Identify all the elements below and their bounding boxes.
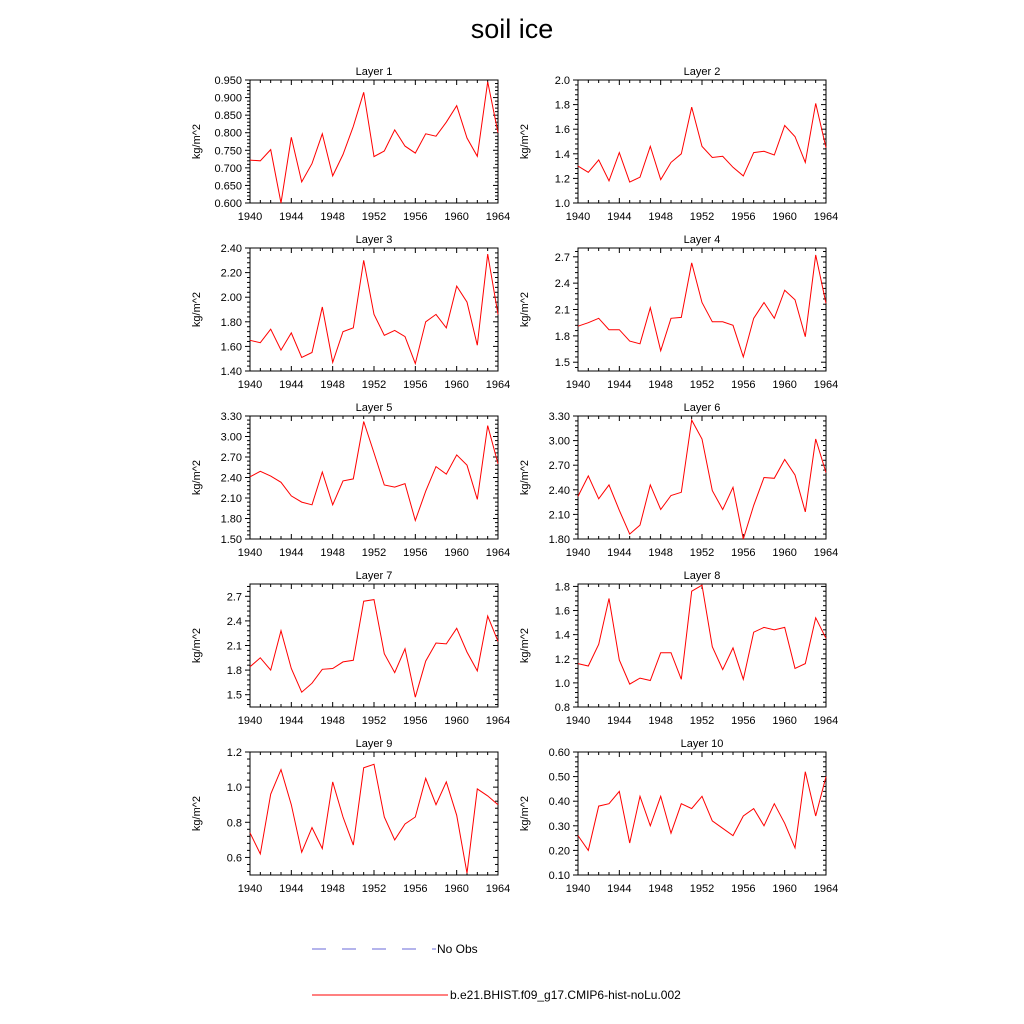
y-tick-label: 2.20 bbox=[220, 267, 242, 280]
y-tick-label: 2.40 bbox=[220, 243, 242, 255]
series-line bbox=[578, 103, 826, 182]
y-tick-label: 0.10 bbox=[548, 870, 570, 882]
series-line bbox=[250, 422, 498, 521]
x-tick-label: 1964 bbox=[485, 211, 511, 223]
y-tick-label: 2.40 bbox=[548, 484, 570, 497]
plot-frame bbox=[250, 416, 498, 539]
x-tick-label: 1956 bbox=[403, 379, 428, 391]
y-tick-label: 2.7 bbox=[554, 251, 570, 264]
y-tick-label: 0.800 bbox=[214, 127, 242, 140]
chart-panel-8 bbox=[519, 570, 838, 727]
y-tick-label: 1.80 bbox=[548, 534, 570, 546]
y-tick-label: 0.8 bbox=[226, 817, 242, 830]
y-tick-label: 1.5 bbox=[226, 689, 242, 702]
y-tick-label: 1.80 bbox=[220, 316, 242, 329]
x-tick-label: 1952 bbox=[689, 547, 715, 559]
panel-title: Layer 10 bbox=[680, 738, 724, 750]
chart-panel-6 bbox=[519, 402, 838, 559]
x-tick-label: 1948 bbox=[320, 883, 345, 895]
y-tick-label: 1.0 bbox=[226, 782, 242, 795]
x-tick-label: 1964 bbox=[485, 379, 511, 391]
y-tick-label: 1.0 bbox=[554, 198, 570, 210]
series-line bbox=[250, 600, 498, 698]
x-tick-label: 1956 bbox=[731, 211, 756, 223]
y-tick-label: 0.850 bbox=[214, 110, 242, 123]
panel-title: Layer 6 bbox=[683, 402, 721, 414]
y-tick-label: 2.70 bbox=[548, 460, 570, 473]
y-tick-label: 2.1 bbox=[226, 640, 242, 653]
y-tick-label: 3.00 bbox=[220, 431, 242, 444]
x-tick-label: 1960 bbox=[772, 715, 797, 727]
y-tick-label: 2.70 bbox=[220, 452, 242, 464]
y-tick-label: 3.30 bbox=[220, 411, 242, 423]
x-tick-label: 1960 bbox=[772, 547, 797, 559]
x-tick-label: 1944 bbox=[607, 379, 632, 391]
y-tick-label: 0.700 bbox=[214, 162, 242, 175]
y-tick-label: 0.650 bbox=[214, 180, 242, 193]
x-tick-label: 1956 bbox=[731, 883, 756, 895]
legend-model-line bbox=[312, 990, 448, 1000]
series-line bbox=[578, 420, 826, 539]
x-tick-label: 1948 bbox=[648, 379, 673, 391]
x-tick-label: 1940 bbox=[565, 211, 591, 223]
plot-frame bbox=[250, 584, 498, 707]
panel-title: Layer 7 bbox=[355, 570, 393, 582]
y-tick-label: 1.4 bbox=[554, 148, 570, 161]
x-tick-label: 1944 bbox=[607, 547, 632, 559]
y-tick-label: 0.20 bbox=[548, 845, 570, 858]
x-tick-label: 1952 bbox=[361, 379, 387, 391]
y-tick-label: 1.6 bbox=[554, 605, 570, 618]
x-tick-label: 1952 bbox=[689, 715, 715, 727]
x-tick-label: 1944 bbox=[607, 883, 632, 895]
x-tick-label: 1960 bbox=[772, 883, 797, 895]
x-tick-label: 1948 bbox=[320, 211, 345, 223]
y-tick-label: 0.40 bbox=[548, 796, 570, 809]
series-line bbox=[578, 585, 826, 684]
series-line bbox=[250, 82, 498, 203]
panel-title: Layer 1 bbox=[355, 66, 393, 78]
y-tick-label: 2.00 bbox=[220, 292, 242, 305]
y-axis-label: kg/m^2 bbox=[191, 291, 203, 328]
y-tick-label: 1.50 bbox=[220, 534, 242, 546]
x-tick-label: 1952 bbox=[361, 883, 387, 895]
series-line bbox=[578, 772, 826, 851]
y-tick-label: 0.600 bbox=[214, 198, 242, 210]
y-axis-label: kg/m^2 bbox=[519, 123, 531, 160]
x-tick-label: 1952 bbox=[361, 547, 387, 559]
plot-frame bbox=[578, 752, 826, 875]
y-tick-label: 1.2 bbox=[554, 173, 570, 186]
plot-frame bbox=[578, 80, 826, 203]
panel-title: Layer 3 bbox=[355, 234, 393, 246]
x-tick-label: 1964 bbox=[485, 883, 511, 895]
y-tick-label: 1.4 bbox=[554, 629, 570, 642]
x-tick-label: 1940 bbox=[237, 379, 263, 391]
y-tick-label: 2.10 bbox=[548, 509, 570, 522]
y-tick-label: 1.6 bbox=[554, 124, 570, 137]
x-tick-label: 1960 bbox=[444, 715, 469, 727]
plot-frame bbox=[250, 248, 498, 371]
legend-no-obs-line bbox=[312, 944, 436, 954]
y-tick-label: 0.950 bbox=[214, 75, 242, 87]
x-tick-label: 1944 bbox=[279, 547, 304, 559]
x-tick-label: 1940 bbox=[565, 883, 591, 895]
x-tick-label: 1940 bbox=[237, 211, 263, 223]
y-tick-label: 1.0 bbox=[554, 677, 570, 690]
x-tick-label: 1944 bbox=[279, 379, 304, 391]
x-tick-label: 1948 bbox=[648, 211, 673, 223]
y-tick-label: 0.6 bbox=[226, 852, 242, 865]
x-tick-label: 1964 bbox=[485, 715, 511, 727]
y-axis-label: kg/m^2 bbox=[519, 291, 531, 328]
y-axis-label: kg/m^2 bbox=[191, 627, 203, 664]
x-tick-label: 1956 bbox=[731, 715, 756, 727]
y-tick-label: 0.60 bbox=[548, 747, 570, 759]
y-tick-label: 3.00 bbox=[548, 435, 570, 448]
y-tick-label: 1.8 bbox=[554, 581, 570, 594]
y-axis-label: kg/m^2 bbox=[191, 795, 203, 832]
panel-title: Layer 8 bbox=[683, 570, 721, 582]
x-tick-label: 1944 bbox=[607, 715, 632, 727]
x-tick-label: 1964 bbox=[813, 211, 839, 223]
y-tick-label: 2.4 bbox=[554, 278, 570, 291]
chart-panel-9 bbox=[191, 738, 510, 895]
x-tick-label: 1964 bbox=[813, 883, 839, 895]
plot-frame bbox=[578, 248, 826, 371]
chart-panel-10 bbox=[519, 738, 838, 895]
x-tick-label: 1944 bbox=[607, 211, 632, 223]
y-tick-label: 0.30 bbox=[548, 820, 570, 833]
y-tick-label: 2.1 bbox=[554, 304, 570, 317]
x-tick-label: 1952 bbox=[689, 211, 715, 223]
y-axis-label: kg/m^2 bbox=[519, 627, 531, 664]
y-tick-label: 1.8 bbox=[226, 665, 242, 678]
x-tick-label: 1944 bbox=[279, 883, 304, 895]
y-tick-label: 2.0 bbox=[554, 75, 570, 87]
y-tick-label: 0.750 bbox=[214, 145, 242, 158]
y-axis-label: kg/m^2 bbox=[519, 795, 531, 832]
x-tick-label: 1964 bbox=[485, 547, 511, 559]
y-tick-label: 2.40 bbox=[220, 472, 242, 485]
plot-frame bbox=[250, 752, 498, 875]
series-line bbox=[250, 254, 498, 364]
legend-no-obs-label: No Obs bbox=[437, 942, 478, 956]
x-tick-label: 1956 bbox=[731, 379, 756, 391]
x-tick-label: 1940 bbox=[237, 883, 263, 895]
y-axis-label: kg/m^2 bbox=[191, 123, 203, 160]
chart-panel-4 bbox=[519, 234, 838, 391]
panel-title: Layer 5 bbox=[355, 402, 393, 414]
y-tick-label: 3.30 bbox=[548, 411, 570, 423]
x-tick-label: 1952 bbox=[689, 379, 715, 391]
panel-title: Layer 9 bbox=[355, 738, 393, 750]
chart-panel-2 bbox=[519, 66, 838, 223]
y-tick-label: 1.2 bbox=[554, 653, 570, 666]
y-tick-label: 1.8 bbox=[554, 330, 570, 343]
x-tick-label: 1964 bbox=[813, 715, 839, 727]
page-title: soil ice bbox=[470, 14, 554, 44]
chart-panel-5 bbox=[191, 402, 510, 559]
y-axis-label: kg/m^2 bbox=[191, 459, 203, 496]
y-tick-label: 2.4 bbox=[226, 615, 242, 628]
x-tick-label: 1960 bbox=[772, 379, 797, 391]
y-tick-label: 1.8 bbox=[554, 99, 570, 112]
x-tick-label: 1948 bbox=[648, 715, 673, 727]
plot-frame bbox=[250, 80, 498, 203]
x-tick-label: 1944 bbox=[279, 211, 304, 223]
x-tick-label: 1948 bbox=[648, 883, 673, 895]
x-tick-label: 1940 bbox=[565, 715, 591, 727]
chart-panel-7 bbox=[191, 570, 510, 727]
series-line bbox=[578, 255, 826, 357]
x-tick-label: 1948 bbox=[320, 379, 345, 391]
x-tick-label: 1952 bbox=[361, 211, 387, 223]
x-tick-label: 1956 bbox=[731, 547, 756, 559]
panel-title: Layer 4 bbox=[683, 234, 721, 246]
chart-panel-1 bbox=[191, 66, 510, 223]
x-tick-label: 1956 bbox=[403, 547, 428, 559]
x-tick-label: 1940 bbox=[237, 547, 263, 559]
y-tick-label: 0.50 bbox=[548, 771, 570, 784]
panel-title: Layer 2 bbox=[683, 66, 721, 78]
x-tick-label: 1940 bbox=[237, 715, 263, 727]
x-tick-label: 1956 bbox=[403, 715, 428, 727]
x-tick-label: 1952 bbox=[689, 883, 715, 895]
x-tick-label: 1956 bbox=[403, 211, 428, 223]
plot-frame bbox=[578, 416, 826, 539]
x-tick-label: 1960 bbox=[444, 547, 469, 559]
x-tick-label: 1948 bbox=[320, 715, 345, 727]
x-tick-label: 1948 bbox=[320, 547, 345, 559]
y-tick-label: 1.80 bbox=[220, 513, 242, 526]
y-tick-label: 1.60 bbox=[220, 341, 242, 354]
x-tick-label: 1960 bbox=[772, 211, 797, 223]
x-tick-label: 1940 bbox=[565, 379, 591, 391]
x-tick-label: 1940 bbox=[565, 547, 591, 559]
y-tick-label: 2.7 bbox=[226, 591, 242, 604]
x-tick-label: 1948 bbox=[648, 547, 673, 559]
y-tick-label: 1.5 bbox=[554, 357, 570, 370]
chart-panel-3 bbox=[191, 234, 510, 391]
x-tick-label: 1944 bbox=[279, 715, 304, 727]
y-axis-label: kg/m^2 bbox=[519, 459, 531, 496]
legend-model-label: b.e21.BHIST.f09_g17.CMIP6-hist-noLu.002 bbox=[450, 988, 681, 1002]
x-tick-label: 1964 bbox=[813, 379, 839, 391]
y-tick-label: 0.8 bbox=[554, 702, 570, 714]
y-tick-label: 1.2 bbox=[226, 747, 242, 759]
x-tick-label: 1960 bbox=[444, 211, 469, 223]
series-line bbox=[250, 764, 498, 873]
x-tick-label: 1952 bbox=[361, 715, 387, 727]
x-tick-label: 1960 bbox=[444, 883, 469, 895]
y-tick-label: 2.10 bbox=[220, 493, 242, 505]
x-tick-label: 1960 bbox=[444, 379, 469, 391]
y-tick-label: 1.40 bbox=[220, 366, 242, 378]
x-tick-label: 1956 bbox=[403, 883, 428, 895]
x-tick-label: 1964 bbox=[813, 547, 839, 559]
y-tick-label: 0.900 bbox=[214, 92, 242, 105]
